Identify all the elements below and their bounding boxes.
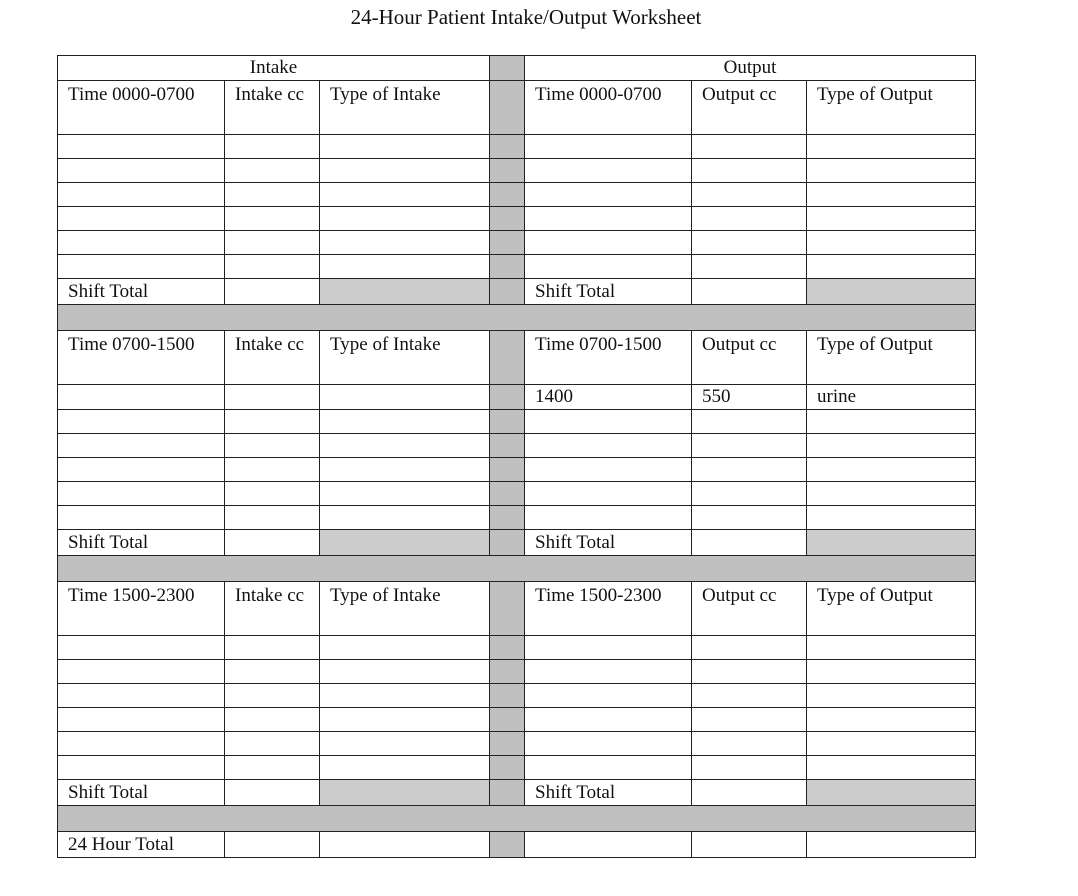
intake-time-cell[interactable] [58,506,225,530]
intake-cc-cell[interactable] [225,385,320,410]
intake-type-cell[interactable] [320,410,490,434]
output-cc-cell[interactable] [692,183,807,207]
intake-cc-cell[interactable] [225,231,320,255]
column-divider [490,636,525,660]
table-row [58,159,976,183]
column-divider [490,183,525,207]
shift-header-row [58,331,976,385]
output-time-cell[interactable] [525,660,692,684]
output-shift-total-value[interactable] [692,530,807,556]
output-type-cell[interactable] [807,708,976,732]
output-time-cell[interactable] [525,756,692,780]
intake-cc-header: Intake cc [225,331,320,385]
output-cc-cell[interactable] [692,434,807,458]
grand-total-output-type[interactable] [807,832,976,858]
output-cc-cell[interactable] [692,231,807,255]
intake-time-cell[interactable] [58,385,225,410]
output-type-cell[interactable]: urine [807,385,976,410]
intake-cc-cell[interactable] [225,660,320,684]
intake-type-cell[interactable] [320,159,490,183]
column-divider [490,410,525,434]
column-divider [490,231,525,255]
output-type-cell[interactable] [807,255,976,279]
output-type-cell[interactable] [807,482,976,506]
separator-bar [58,305,976,331]
output-time-cell[interactable] [525,159,692,183]
table-row [58,660,976,684]
intake-type-cell[interactable] [320,255,490,279]
intake-time-cell[interactable] [58,183,225,207]
intake-time-header: Time 0700-1500 [58,331,225,385]
column-divider [490,458,525,482]
intake-shift-total-label: Shift Total [58,279,225,305]
output-cc-cell[interactable] [692,458,807,482]
intake-cc-cell[interactable] [225,410,320,434]
intake-type-cell[interactable] [320,506,490,530]
output-time-cell[interactable] [525,506,692,530]
column-divider [490,732,525,756]
grand-total-output-time[interactable] [525,832,692,858]
intake-time-cell[interactable] [58,756,225,780]
output-cc-header: Output cc [692,81,807,135]
intake-shift-total-label: Shift Total [58,780,225,806]
intake-time-cell[interactable] [58,159,225,183]
output-time-cell[interactable] [525,684,692,708]
output-type-cell[interactable] [807,434,976,458]
table-row [58,732,976,756]
output-cc-cell[interactable] [692,732,807,756]
output-time-cell[interactable] [525,207,692,231]
intake-time-cell[interactable] [58,410,225,434]
output-type-cell[interactable] [807,732,976,756]
output-cc-cell[interactable] [692,135,807,159]
intake-shift-total-value[interactable] [225,530,320,556]
output-cc-cell[interactable] [692,660,807,684]
shift-total-row [58,780,976,806]
intake-cc-cell[interactable] [225,684,320,708]
intake-type-cell[interactable] [320,482,490,506]
output-shift-total-label: Shift Total [525,780,692,806]
column-divider [490,530,525,556]
output-time-cell[interactable] [525,482,692,506]
table-row [58,410,976,434]
intake-time-header: Time 0000-0700 [58,81,225,135]
intake-time-cell[interactable] [58,708,225,732]
output-time-header: Time 0700-1500 [525,331,692,385]
output-cc-cell[interactable] [692,207,807,231]
output-shift-total-label: Shift Total [525,530,692,556]
table-row [58,207,976,231]
output-type-total-shaded [807,780,976,806]
output-time-cell[interactable] [525,434,692,458]
shift-total-row [58,279,976,305]
output-cc-header: Output cc [692,582,807,636]
separator-bar [58,556,976,582]
section-header-row [58,56,976,81]
output-cc-cell[interactable] [692,159,807,183]
table-row [58,482,976,506]
intake-type-cell[interactable] [320,434,490,458]
intake-type-cell[interactable] [320,385,490,410]
grand-total-output-cc[interactable] [692,832,807,858]
output-shift-total-value[interactable] [692,279,807,305]
output-cc-cell[interactable] [692,506,807,530]
worksheet-title: 24-Hour Patient Intake/Output Worksheet [350,5,702,29]
intake-cc-cell[interactable] [225,732,320,756]
intake-cc-cell[interactable] [225,506,320,530]
section-separator [58,806,976,832]
output-cc-header: Output cc [692,331,807,385]
intake-cc-cell[interactable] [225,135,320,159]
column-divider [490,385,525,410]
output-type-total-shaded [807,530,976,556]
output-cc-cell[interactable] [692,410,807,434]
column-divider [490,207,525,231]
table-row [58,756,976,780]
table-row [58,506,976,530]
column-divider [490,660,525,684]
output-time-cell[interactable] [525,410,692,434]
intake-type-header: Type of Intake [320,331,490,385]
intake-type-cell[interactable] [320,231,490,255]
output-time-header: Time 1500-2300 [525,582,692,636]
intake-shift-total-value[interactable] [225,780,320,806]
output-time-cell[interactable] [525,636,692,660]
table-row [58,255,976,279]
column-divider [490,279,525,305]
intake-time-header: Time 1500-2300 [58,582,225,636]
output-type-header: Type of Output [807,582,976,636]
intake-cc-cell[interactable] [225,434,320,458]
table-row [58,135,976,159]
table-row [58,684,976,708]
intake-section-header: Intake [58,56,490,81]
intake-time-cell[interactable] [58,434,225,458]
shift-total-row [58,530,976,556]
intake-time-cell[interactable] [58,231,225,255]
intake-cc-header: Intake cc [225,81,320,135]
intake-type-cell[interactable] [320,135,490,159]
intake-time-cell[interactable] [58,255,225,279]
column-divider [490,56,525,81]
output-cc-cell[interactable] [692,708,807,732]
intake-type-cell[interactable] [320,732,490,756]
intake-cc-cell[interactable] [225,207,320,231]
output-type-header: Type of Output [807,331,976,385]
output-cc-cell[interactable] [692,756,807,780]
column-divider [490,255,525,279]
output-time-cell[interactable]: 1400 [525,385,692,410]
column-divider [490,756,525,780]
table-row [58,183,976,207]
output-time-cell[interactable] [525,458,692,482]
grand-total-intake-cc[interactable] [225,832,320,858]
intake-cc-cell[interactable] [225,756,320,780]
column-divider [490,780,525,806]
output-type-header: Type of Output [807,81,976,135]
column-divider [490,684,525,708]
intake-time-cell[interactable] [58,732,225,756]
table-row [58,708,976,732]
intake-shift-total-value[interactable] [225,279,320,305]
output-type-cell[interactable] [807,135,976,159]
intake-cc-cell[interactable] [225,482,320,506]
column-divider [490,506,525,530]
output-cc-cell[interactable] [692,636,807,660]
output-type-cell[interactable] [807,159,976,183]
output-time-cell[interactable] [525,255,692,279]
table-row [58,458,976,482]
column-divider [490,81,525,135]
intake-time-cell[interactable] [58,458,225,482]
output-time-cell[interactable] [525,732,692,756]
intake-cc-cell[interactable] [225,636,320,660]
intake-type-cell[interactable] [320,458,490,482]
intake-type-cell[interactable] [320,636,490,660]
intake-type-header: Type of Intake [320,582,490,636]
shift-header-row [58,582,976,636]
output-time-cell[interactable] [525,708,692,732]
intake-time-cell[interactable] [58,482,225,506]
intake-cc-cell[interactable] [225,183,320,207]
column-divider [490,832,525,858]
grand-total-row [58,832,976,858]
table-row [58,636,976,660]
output-cc-cell[interactable] [692,684,807,708]
column-divider [490,331,525,385]
output-time-cell[interactable] [525,231,692,255]
intake-time-cell[interactable] [58,660,225,684]
intake-type-header: Type of Intake [320,81,490,135]
output-time-header: Time 0000-0700 [525,81,692,135]
output-type-cell[interactable] [807,684,976,708]
intake-type-cell[interactable] [320,684,490,708]
intake-type-cell[interactable] [320,183,490,207]
column-divider [490,159,525,183]
column-divider [490,482,525,506]
intake-type-total-shaded [320,780,490,806]
output-type-total-shaded [807,279,976,305]
table-row [58,231,976,255]
output-type-cell[interactable] [807,506,976,530]
output-type-cell[interactable] [807,231,976,255]
output-type-cell[interactable] [807,207,976,231]
output-type-cell[interactable] [807,660,976,684]
output-cc-cell[interactable] [692,482,807,506]
separator-bar [58,806,976,832]
intake-type-cell[interactable] [320,708,490,732]
section-separator [58,305,976,331]
output-shift-total-label: Shift Total [525,279,692,305]
intake-cc-cell[interactable] [225,708,320,732]
output-cc-cell[interactable]: 550 [692,385,807,410]
output-type-cell[interactable] [807,458,976,482]
intake-type-cell[interactable] [320,207,490,231]
intake-output-table [57,55,976,858]
column-divider [490,708,525,732]
intake-type-total-shaded [320,279,490,305]
table-row [58,434,976,458]
intake-cc-cell[interactable] [225,458,320,482]
grand-total-label: 24 Hour Total [58,832,225,858]
intake-time-cell[interactable] [58,684,225,708]
output-time-cell[interactable] [525,135,692,159]
intake-type-total-shaded [320,530,490,556]
intake-cc-header: Intake cc [225,582,320,636]
intake-shift-total-label: Shift Total [58,530,225,556]
column-divider [490,434,525,458]
section-separator [58,556,976,582]
output-type-cell[interactable] [807,756,976,780]
intake-time-cell[interactable] [58,135,225,159]
output-cc-cell[interactable] [692,255,807,279]
grand-total-intake-type[interactable] [320,832,490,858]
shift-header-row [58,81,976,135]
output-type-cell[interactable] [807,183,976,207]
output-shift-total-value[interactable] [692,780,807,806]
output-section-header: Output [525,56,976,81]
output-time-cell[interactable] [525,183,692,207]
intake-time-cell[interactable] [58,207,225,231]
column-divider [490,135,525,159]
intake-type-cell[interactable] [320,756,490,780]
intake-cc-cell[interactable] [225,255,320,279]
output-type-cell[interactable] [807,636,976,660]
column-divider [490,582,525,636]
intake-type-cell[interactable] [320,660,490,684]
intake-time-cell[interactable] [58,636,225,660]
table-row [58,385,976,410]
intake-cc-cell[interactable] [225,159,320,183]
output-type-cell[interactable] [807,410,976,434]
